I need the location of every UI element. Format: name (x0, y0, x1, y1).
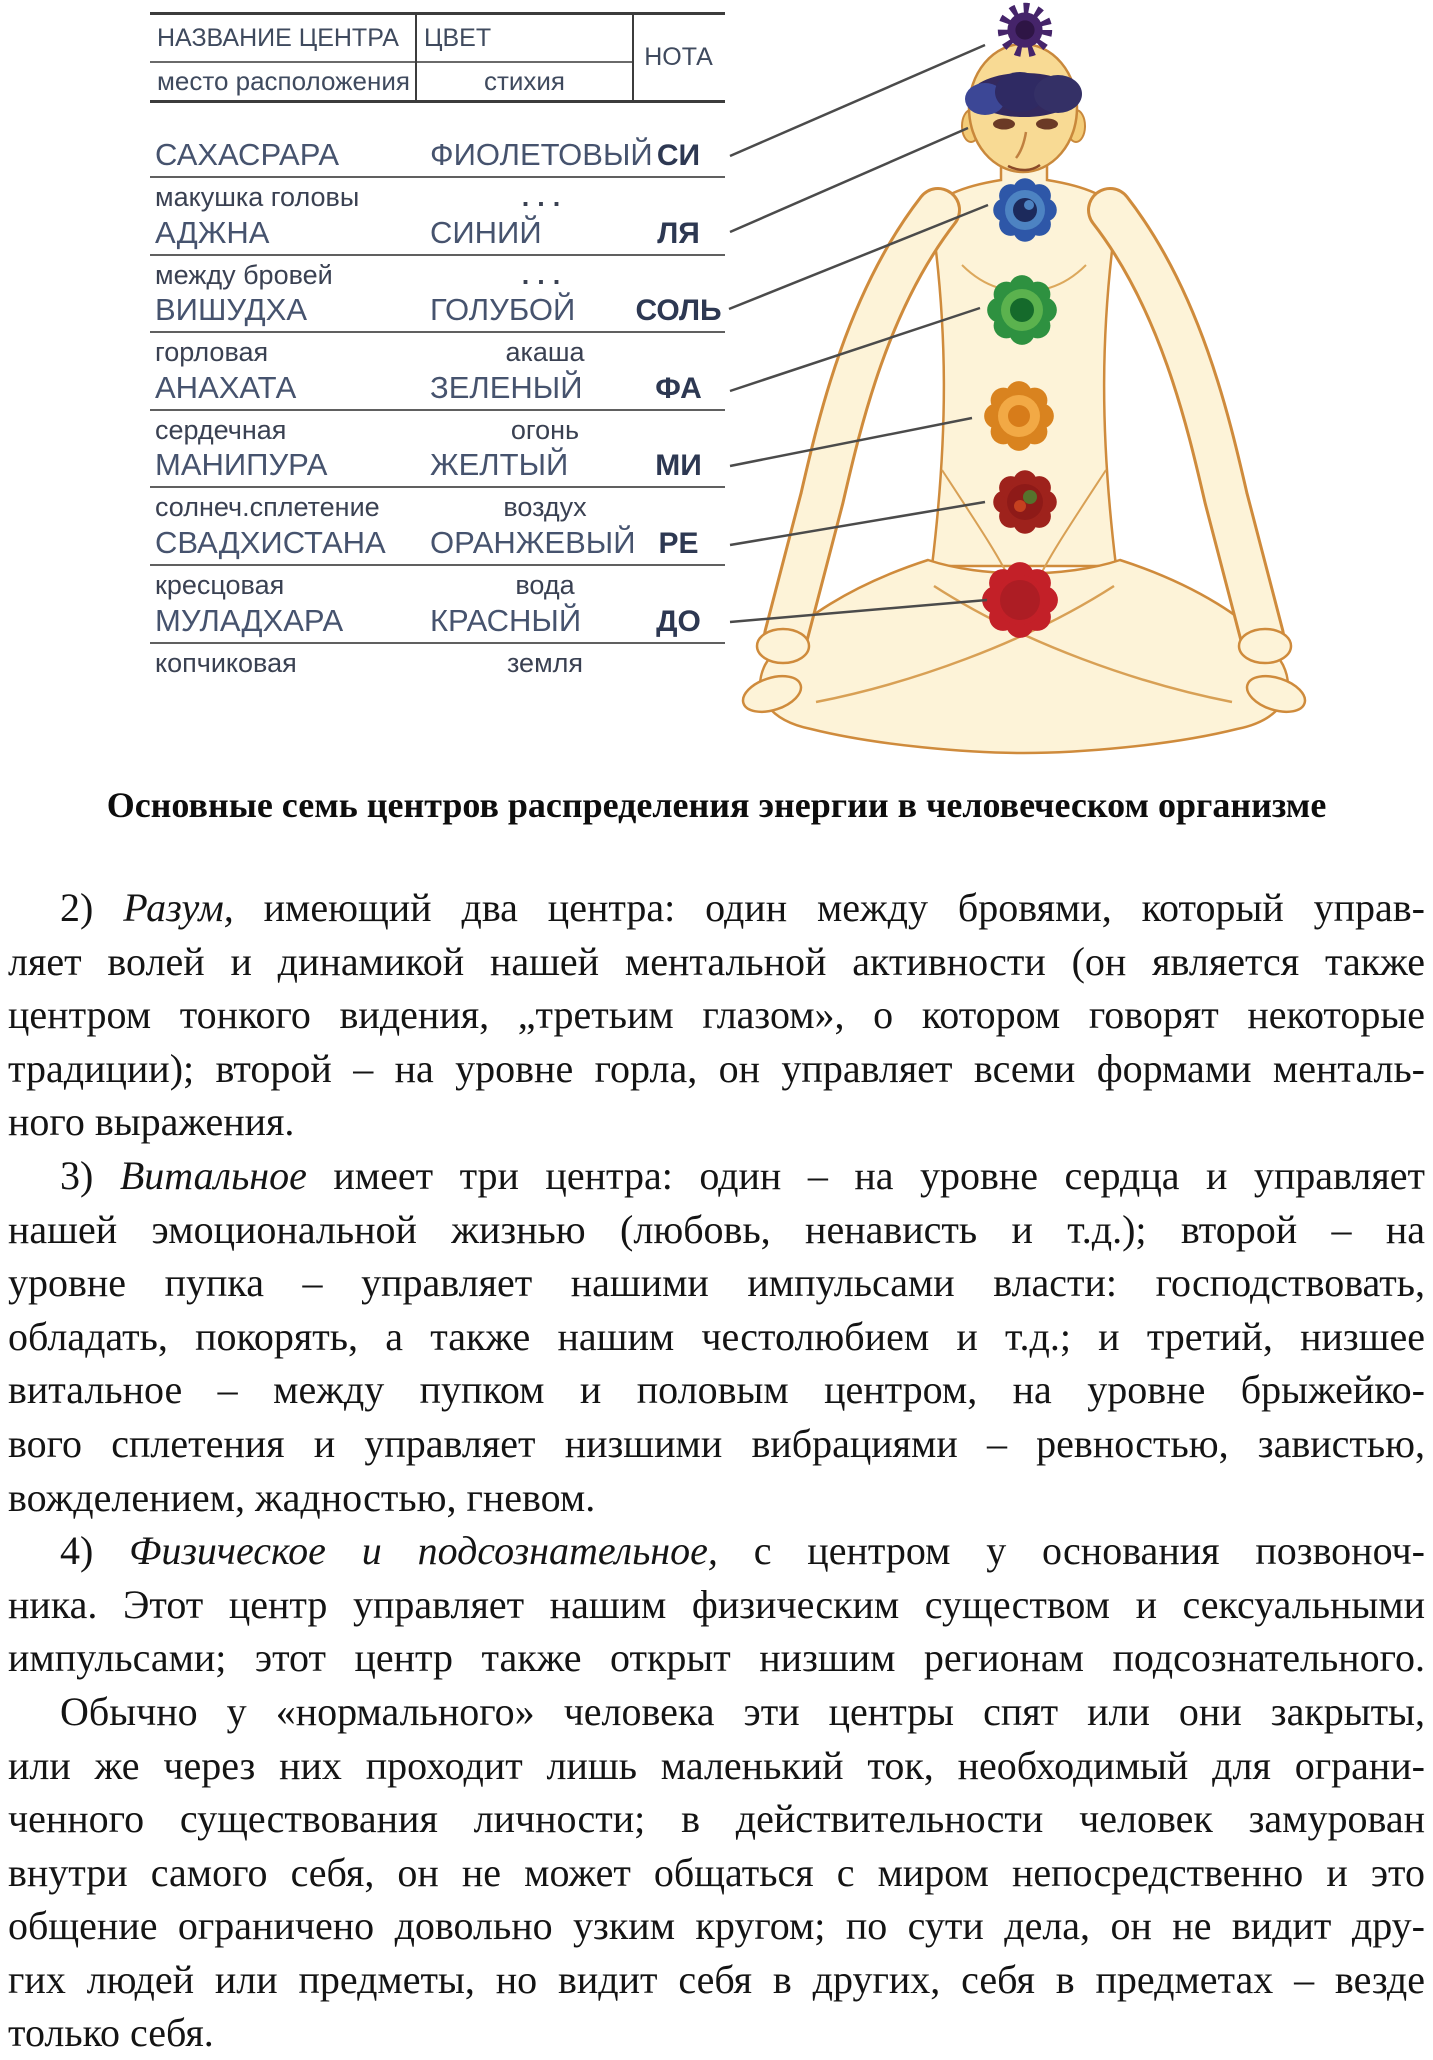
chakra-element: воздух (503, 492, 587, 523)
solar-plexus-chakra-icon (984, 381, 1054, 451)
chakra-location: копчиковая (155, 647, 297, 678)
header-color-top: ЦВЕТ (417, 15, 632, 63)
chakra-note: ФА (655, 371, 702, 405)
chakra-color: ЖЕЛТЫЙ (430, 447, 569, 483)
sacral-chakra-icon (993, 470, 1057, 534)
header-col-note: НОТА (644, 43, 713, 71)
chakra-element: ... (521, 259, 569, 290)
body-line: внутри самого себя, он не может общаться с миром непосредственно и это (8, 1849, 1425, 1895)
chakra-location: горловая (155, 337, 269, 368)
figure-caption: Основные семь центров распределения энергии в человеческом организме (106, 785, 1327, 825)
body-line: Обычно у «нормального» человека эти центры спят или они закрыты, (60, 1688, 1425, 1734)
meditating-figure-illustration (0, 0, 1433, 775)
chakra-name: МУЛАДХАРА (155, 602, 344, 638)
chakra-name: ВИШУДХА (155, 292, 308, 328)
figure-right-hand (1239, 629, 1291, 663)
body-line: общение ограничено довольно узким кругом; по сути дела, он не видит дру- (8, 1903, 1425, 1949)
header-name-bottom: место расположения (157, 66, 410, 96)
chakra-color: ЗЕЛЕНЫЙ (430, 369, 583, 405)
body-line: уровне пупка – управляет нашими импульсами власти: господствовать, (8, 1260, 1425, 1306)
heart-chakra-icon (987, 275, 1057, 345)
body-line: 4) Физическое и подсознательное, с центром у основания позвоноч- (60, 1528, 1425, 1574)
throat-chakra-icon (993, 178, 1057, 242)
chakra-element: акаша (505, 337, 585, 368)
body-line: ного выражения. (8, 1099, 295, 1145)
chakra-note: МИ (655, 449, 702, 483)
body-line: витальное – между пупком и половым центром, на уровне брыжейко- (8, 1367, 1425, 1413)
body-line: ника. Этот центр управляет нашим физическим существом и сексуальными (8, 1581, 1425, 1627)
header-name-top: НАЗВАНИЕ ЦЕНТРА (150, 15, 415, 63)
crown-chakra-icon (1007, 12, 1042, 47)
body-text (8, 881, 1425, 2060)
callout-line-crown (730, 45, 985, 156)
chakra-element: земля (506, 647, 584, 678)
chakra-location: солнеч.сплетение (155, 492, 380, 523)
chakra-name: АНАХАТА (155, 369, 297, 405)
root-chakra-icon (982, 562, 1058, 638)
chakra-note: ЛЯ (657, 216, 700, 250)
chakra-element: вода (515, 569, 575, 600)
body-line: только себя. (8, 2010, 214, 2056)
header-color-bottom: стихия (483, 66, 566, 96)
body-line: ляет волей и динамикой нашей ментальной активности (он является также (8, 938, 1425, 984)
chakra-color: ФИОЛЕТОВЫЙ (430, 137, 653, 172)
body-line: обладать, покорять, а также нашим честолюбием и т.д.; и третий, низшее (8, 1313, 1425, 1359)
chakra-name: АДЖНА (155, 214, 270, 250)
right-eye (1036, 119, 1058, 130)
chakra-note: СОЛЬ (635, 294, 722, 328)
figure-left-hand (757, 629, 809, 663)
chakra-color: ГОЛУБОЙ (430, 292, 576, 328)
left-eye (993, 119, 1015, 130)
body-line: гих людей или предметы, но видит себя в других, себя в предметах – везде (8, 1956, 1425, 2002)
chakra-location: кресцовая (155, 569, 285, 600)
chakra-note: СИ (656, 139, 701, 172)
chakra-color: СИНИЙ (430, 214, 542, 250)
chakra-element: огонь (510, 414, 580, 445)
chakra-color: ОРАНЖЕВЫЙ (430, 524, 636, 560)
body-line: 2) Разум, имеющий два центра: один между бровями, который управ- (60, 885, 1425, 930)
chakra-element: ... (521, 182, 569, 212)
body-line: 3) Витальное имеет три центра: один – на уровне сердца и управляет (60, 1152, 1425, 1198)
chakra-location: между бровей (155, 259, 333, 290)
body-line: ченного существования личности; в действительности человек замурован (8, 1796, 1425, 1842)
chakra-location: макушка головы (155, 182, 360, 212)
body-line: или же через них проходит лишь маленький ток, необходимый для ограни- (8, 1742, 1425, 1788)
chakra-color: КРАСНЫЙ (430, 602, 582, 638)
body-line: импульсами; этот центр также открыт низшим регионам подсознательного. (8, 1635, 1425, 1681)
chakra-note: РЕ (658, 526, 699, 560)
chakra-name: МАНИПУРА (155, 447, 328, 483)
chakra-name: СВАДХИСТАНА (155, 524, 386, 560)
body-line: традиции); второй – на уровне горла, он управляет всеми формами менталь- (8, 1045, 1425, 1091)
body-line: нашей эмоциональной жизнью (любовь, ненависть и т.д.); второй – на (8, 1206, 1425, 1252)
body-line: вого сплетения и управляет низшими вибрациями – ревностью, завистью, (8, 1420, 1425, 1466)
body-line: вожделением, жадностью, гневом. (8, 1474, 596, 1520)
chakra-note: ДО (656, 604, 701, 638)
chakra-location: сердечная (155, 414, 287, 445)
body-line: центром тонкого видения, „третьим глазом», о котором говорят некоторые (8, 992, 1425, 1038)
chakra-name: САХАСРАРА (155, 137, 340, 172)
